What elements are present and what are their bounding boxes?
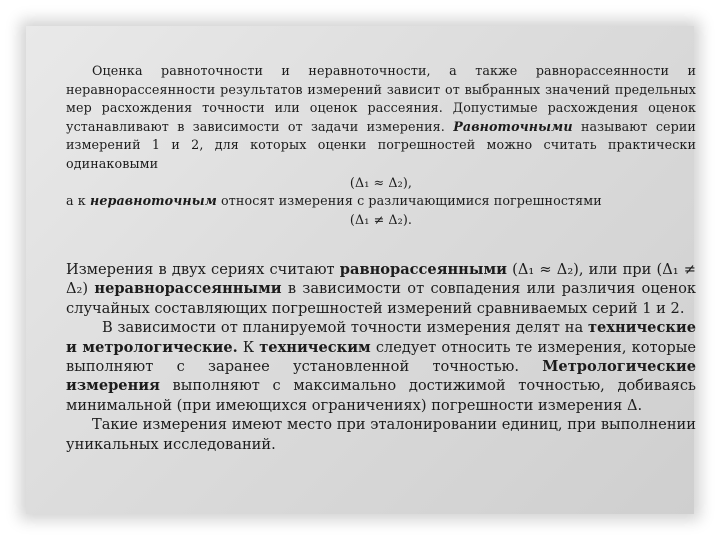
term-equal-scatter: равнорассеянными <box>339 261 507 278</box>
scatter-intro: Измерения в двух сериях считают <box>66 261 340 278</box>
paragraph-scatter <box>66 260 696 454</box>
text-classification <box>66 318 696 415</box>
connector-text: а к <box>66 193 90 209</box>
unequal-accuracy-definition: относят измерения с различающимися погрешностями <box>216 193 602 209</box>
term-unequal-scatter: неравнорассеянными <box>94 280 282 298</box>
term-metrological: Метрологические измерения <box>66 358 696 395</box>
intro-sentence: Оценка равноточности и неравноточности, а также равнорассеянности и неравнорассеянности результатов измерений зависит от выбранных значений предельных мер расхождения точности или оценок рассеяния. Допустимые расхождения оценок устанавливают в зависимости от задачи измерения. <box>66 63 696 134</box>
scatter-definition: в зависимости от совпадения или различия оценок случайных составляющих погрешностей измерений сравниваемых серий 1 и 2. <box>66 280 696 317</box>
scatter-formula: (Δ₁ ≈ Δ₂), или при (Δ₁ ≠ Δ₂) <box>66 261 696 298</box>
text-scatter <box>66 260 696 318</box>
equal-accuracy-definition: называют серии измерений 1 и 2, для которых оценки погрешностей можно считать практически одинаковыми <box>66 118 696 171</box>
metrological-definition: выполняют с максимально достижимой точностью, добиваясь минимальной (при имеющихся ограничениях) погрешности измерения Δ. <box>66 377 696 414</box>
text-usage: Такие измерения имеют место при эталонировании единиц, при выполнении уникальных исследований. <box>66 416 696 453</box>
text-unequal <box>66 192 696 211</box>
classification-intro: В зависимости от планируемой точности измерения делят на <box>102 319 588 337</box>
classification-connector: К <box>237 338 260 356</box>
technical-definition: следует относить те измерения, которые выполняют с заранее установленной точностью. <box>66 338 696 376</box>
term-technical-metrological: технические и метрологические. <box>66 319 696 356</box>
paragraph-accuracy <box>66 62 696 229</box>
formula-equal: (Δ₁ ≈ Δ₂), <box>349 174 413 190</box>
text-intro <box>66 62 696 174</box>
formula-unequal: (Δ₁ ≠ Δ₂). <box>349 211 413 227</box>
term-unequal-accuracy: неравноточным <box>89 193 217 209</box>
term-equal-accuracy: Равноточными <box>453 118 573 134</box>
term-technical: техническим <box>259 338 371 356</box>
slide-page <box>26 26 694 514</box>
